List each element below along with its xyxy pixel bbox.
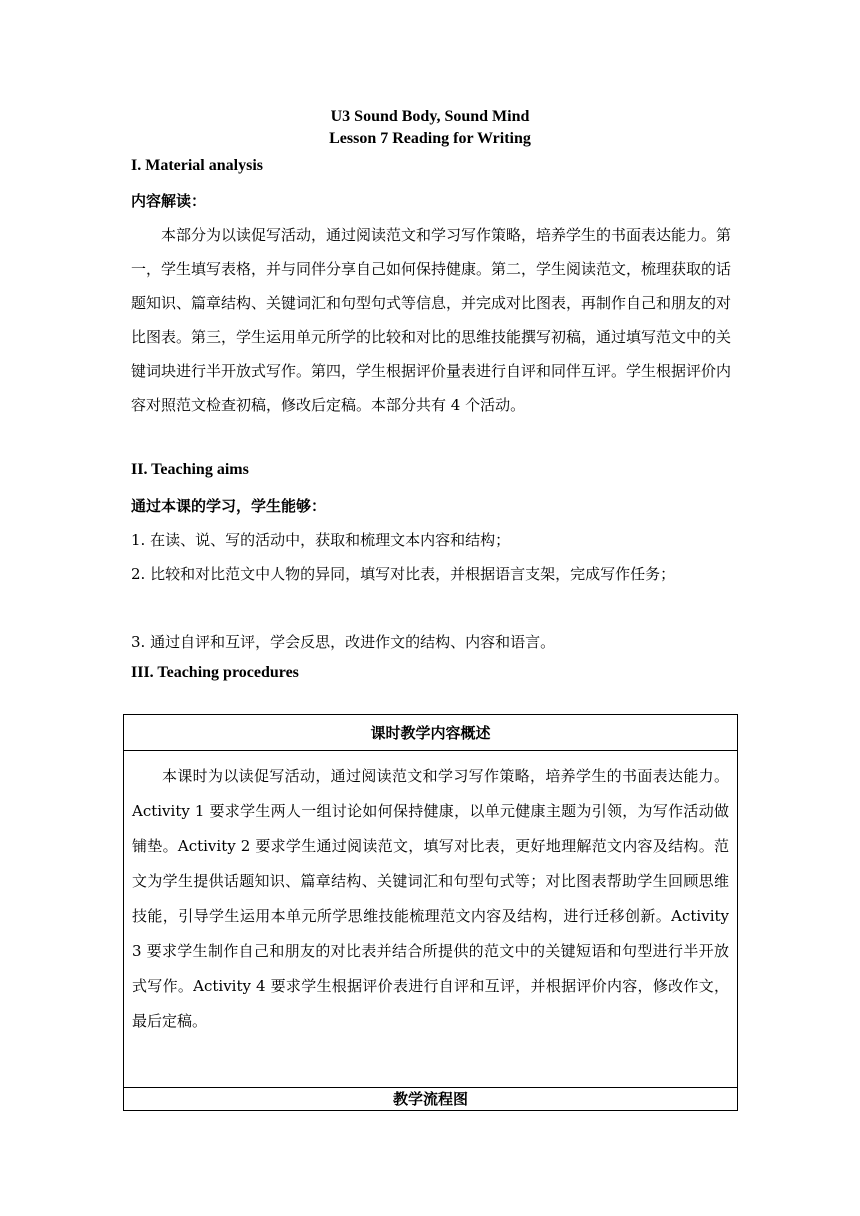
- teaching-procedures-table: [123, 714, 738, 1111]
- table-cell-overview: [124, 751, 738, 1088]
- table-header-overview: 课时教学内容概述: [124, 715, 738, 751]
- section-heading-material-analysis: I. Material analysis: [131, 157, 263, 174]
- section-heading-teaching-aims: II. Teaching aims: [131, 461, 249, 478]
- content-interpretation-label: 内容解读：: [131, 192, 207, 210]
- table-header-flowchart: 教学流程图: [124, 1088, 738, 1111]
- teaching-aims-intro: 通过本课的学习，学生能够：: [131, 497, 327, 515]
- document-title: [0, 106, 860, 150]
- teaching-aim-item-1: 1. 在读、说、写的活动中，获取和梳理文本内容和结构；: [131, 531, 511, 549]
- lesson-title: Lesson 7 Reading for Writing: [329, 130, 531, 147]
- unit-title: U3 Sound Body, Sound Mind: [330, 108, 530, 125]
- teaching-aim-item-2: 2. 比较和对比范文中人物的异同，填写对比表，并根据语言支架，完成写作任务；: [131, 565, 676, 583]
- teaching-aim-item-3: 3. 通过自评和互评，学会反思，改进作文的结构、内容和语言。: [131, 633, 556, 651]
- overview-paragraph: 本课时为以读促写活动，通过阅读范文和学习写作策略，培养学生的书面表达能力。Activity 1 要求学生两人一组讨论如何保持健康，以单元健康主题为引领，为写作活动做铺垫。Activity 2 要求学生通过阅读范文，填写对比表，更好地理解范文内容及结构。范文为学生提供话题知识、篇章结构、关键词汇和句型句式等；对比图表帮助学生回顾思维技能，引导学生运用本单元所学思维技能梳理范文内容及结构，进行迁移创新。Activity 3 要求学生制作自己和朋友的对比表并结合所提供的范文中的关键短语和句型进行半开放式写作。Activity 4 要求学生根据评价表进行自评和互评，并根据评价内容，修改作文，最后定稿。: [132, 767, 729, 1030]
- material-analysis-paragraph: 本部分为以读促写活动，通过阅读范文和学习写作策略，培养学生的书面表达能力。第一，学生填写表格，并与同伴分享自己如何保持健康。第二，学生阅读范文，梳理获取的话题知识、篇章结构、关键词汇和句型句式等信息，并完成对比图表，再制作自己和朋友的对比图表。第三，学生运用单元所学的比较和对比的思维技能撰写初稿，通过填写范文中的关键词块进行半开放式写作。第四，学生根据评价量表进行自评和同伴互评。学生根据评价内容对照范文检查初稿，修改后定稿。本部分共有 4 个活动。: [131, 226, 732, 414]
- section-heading-teaching-procedures: III. Teaching procedures: [131, 664, 299, 681]
